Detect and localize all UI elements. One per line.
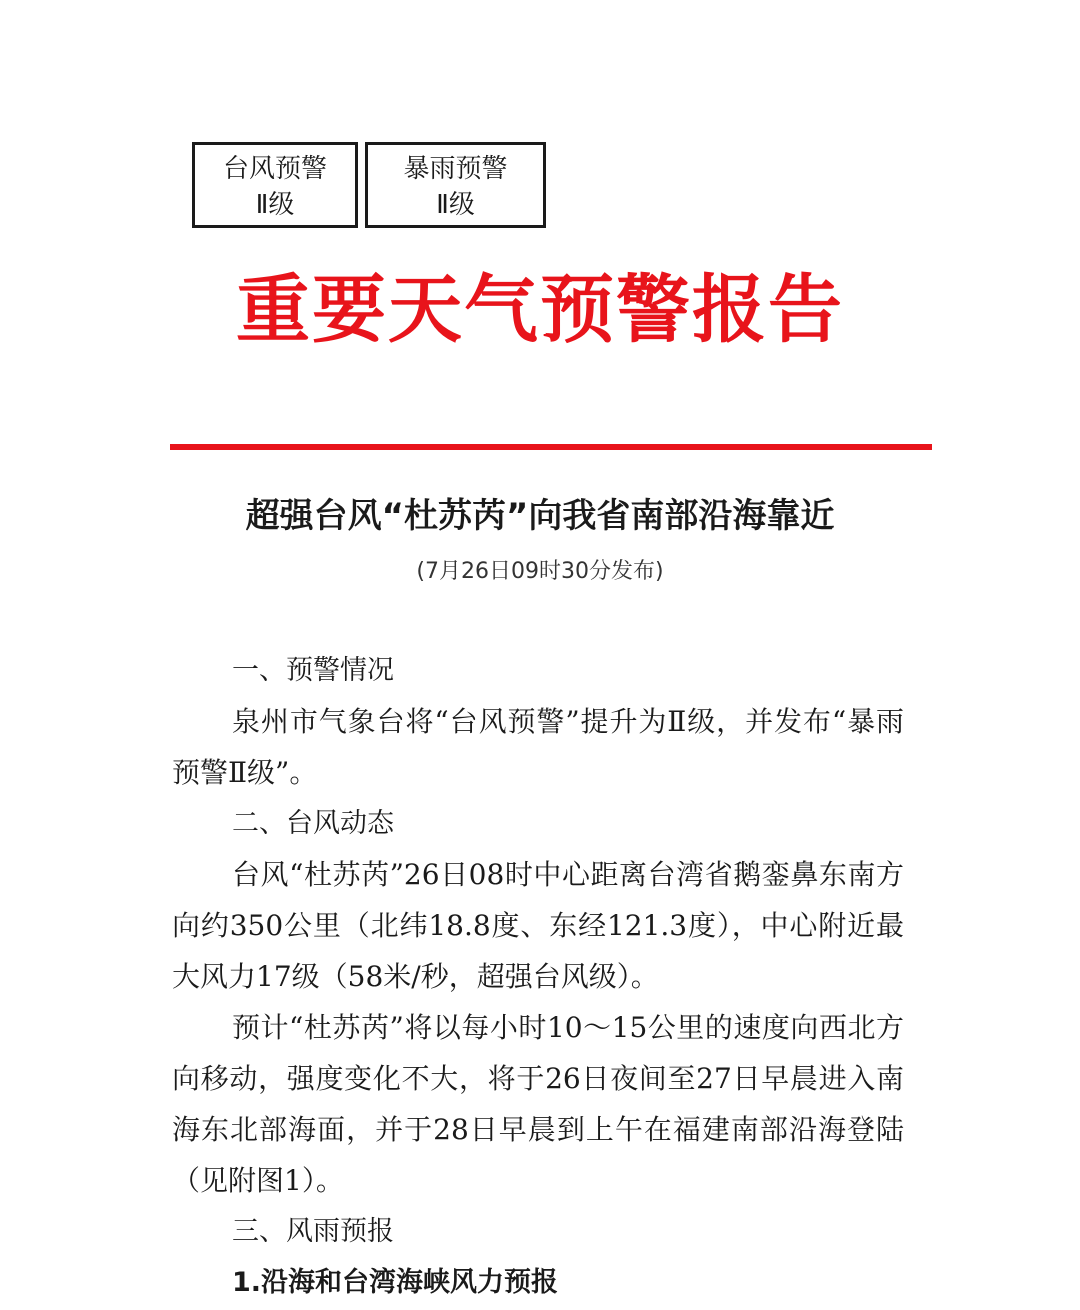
badge-type: 暴雨预警 [403, 154, 508, 184]
report-body [172, 645, 904, 1308]
section-heading-forecast: 三、风雨预报 [232, 1216, 394, 1247]
paragraph: 泉州市气象台将“台风预警”提升为Ⅱ级，并发布“暴雨预警Ⅱ级”。 [172, 705, 904, 789]
badge-type: 台风预警 [222, 154, 327, 184]
paragraph: 预计“杜苏芮”将以每小时10～15公里的速度向西北方向移动，强度变化不大，将于26日夜间至27日早晨进入南海东北部海面，并于28日早晨到上午在福建南部沿海登陆（见附图1）。 [172, 1011, 904, 1197]
issue-time: (7月26日09时30分发布) [416, 559, 664, 584]
rainstorm-warning-badge [365, 142, 546, 228]
headline: 超强台风“杜苏芮”向我省南部沿海靠近 [245, 496, 835, 536]
badge-level: Ⅱ级 [436, 190, 475, 220]
title-divider [170, 444, 932, 450]
badge-level: Ⅱ级 [255, 190, 295, 220]
section-heading-warning: 一、预警情况 [232, 655, 394, 686]
report-title: 重要天气预警报告 [236, 267, 844, 353]
typhoon-warning-badge [192, 142, 358, 228]
section-heading-typhoon: 二、台风动态 [232, 808, 394, 839]
paragraph: 台风“杜苏芮”26日08时中心距离台湾省鹅銮鼻东南方向约350公里（北纬18.8度、东经121.3度），中心附近最大风力17级（58米/秒，超强台风级）。 [172, 858, 904, 993]
subsection-heading-wind: 1.沿海和台湾海峡风力预报 [232, 1267, 559, 1298]
